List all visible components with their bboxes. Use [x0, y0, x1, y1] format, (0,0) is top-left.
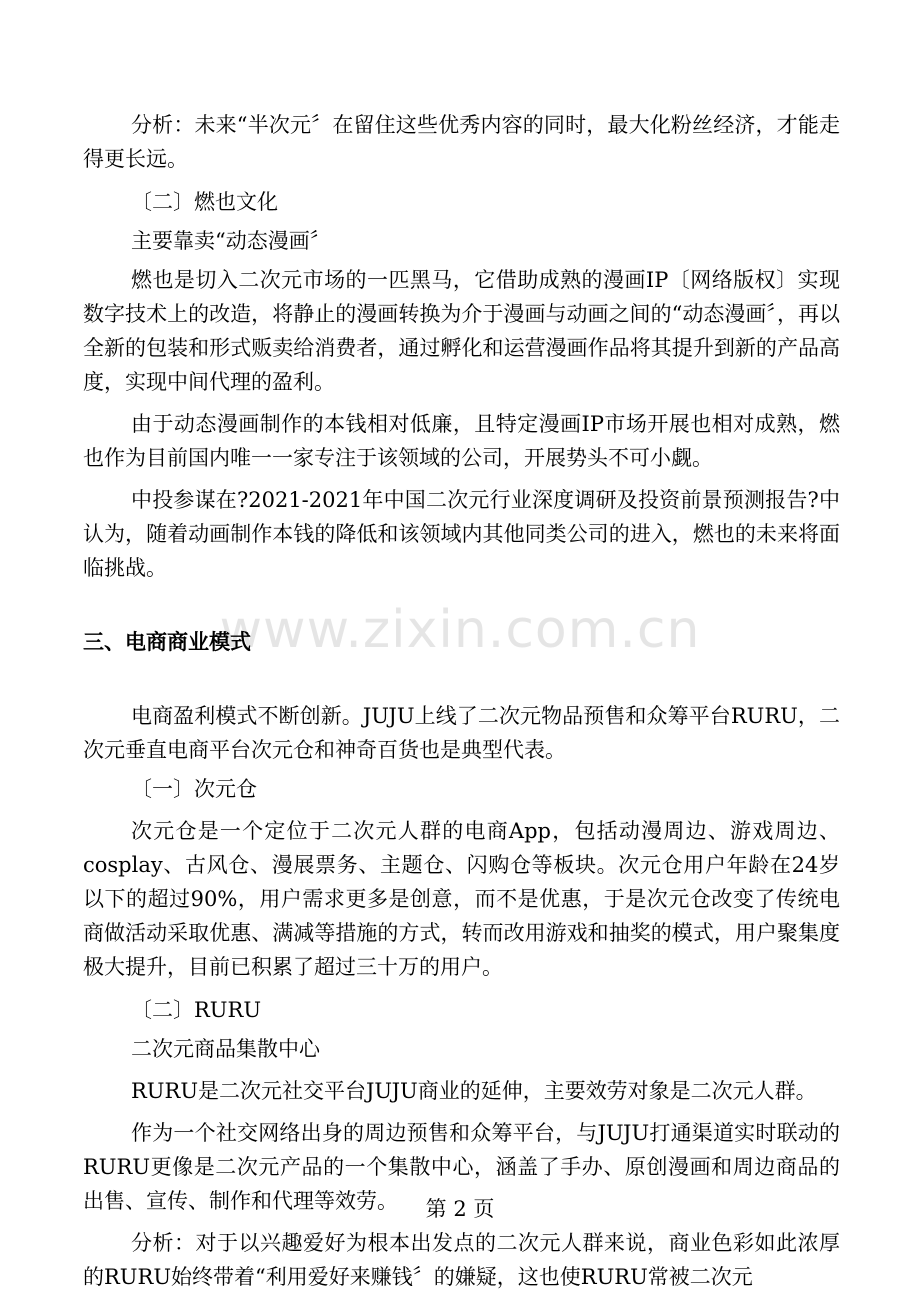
paragraph-ruru-detail: 作为一个社交网络出身的周边预售和众筹平台，与JUJU打通渠道实时联动的RURU更像是二次元产品的一个集散中心，涵盖了手办、原创漫画和周边商品的出售、宣传、制作和代理等效劳。 [83, 1121, 840, 1213]
document-body [83, 108, 840, 1294]
page-number: 第 2 页 [425, 1197, 495, 1221]
paragraph-ciyuancang-detail: 次元仓是一个定位于二次元人群的电商App，包括动漫周边、游戏周边、cosplay、古风仓、漫展票务、主题仓、闪购仓等板块。次元仓用户年龄在24岁以下的超过90%，用户需求更多是创意，而不是优惠，于是次元仓改变了传统电商做活动采取优惠、满减等措施的方式，转而改用游戏和抽奖的模式，用户聚集度极大提升，目前已积累了超过三十万的用户。 [83, 819, 840, 979]
paragraph-ruru-summary: 二次元商品集散中心 [131, 1037, 320, 1061]
paragraph-ranye-outlook: 中投参谋在?2021-2021年中国二次元行业深度调研及投资前景预测报告?中认为，随着动画制作本钱的降低和该领域内其他同类公司的进入，燃也的未来将面临挑战。 [83, 488, 840, 580]
paragraph-ecommerce-intro: 电商盈利模式不断创新。JUJU上线了二次元物品预售和众筹平台RURU，二次元垂直电商平台次元仓和神奇百货也是典型代表。 [83, 704, 840, 762]
section-heading-ecommerce: 三、电商商业模式 [83, 630, 251, 654]
paragraph-ranye-summary: 主要靠卖“动态漫画〞 [131, 229, 331, 253]
paragraph-ruru-analysis: 分析：对于以兴趣爱好为根本出发点的二次元人群来说，商业色彩如此浓厚的RURU始终带着“利用爱好来赚钱〞的嫌疑，这也使RURU常被二次元 [83, 1231, 840, 1289]
subheading-ruru: 〔二〕RURU [131, 998, 262, 1022]
watermark: www.zixin.com.cn [219, 600, 701, 660]
paragraph-ranye-intro: 燃也是切入二次元市场的一匹黑马，它借助成熟的漫画IP〔网络版权〕实现数字技术上的改造，将静止的漫画转换为介于漫画与动画之间的“动态漫画〞，再以全新的包装和形式贩卖给消费者，通过孵化和运营漫画作品将其提升到新的产品高度，实现中间代理的盈利。 [83, 268, 840, 394]
subheading-ciyuancang: 〔一〕次元仓 [131, 777, 257, 801]
paragraph-analysis-banciyuan: 分析：未来“半次元〞在留住这些优秀内容的同时，最大化粉丝经济，才能走得更长远。 [83, 113, 840, 171]
paragraph-ruru-intro: RURU是二次元社交平台JUJU商业的延伸，主要效劳对象是二次元人群。 [131, 1079, 817, 1103]
subheading-ranye: 〔二〕燃也文化 [131, 190, 278, 214]
paragraph-ranye-cost: 由于动态漫画制作的本钱相对低廉，且特定漫画IP市场开展也相对成熟，燃也作为目前国内唯一一家专注于该领域的公司，开展势头不可小觑。 [83, 412, 840, 470]
